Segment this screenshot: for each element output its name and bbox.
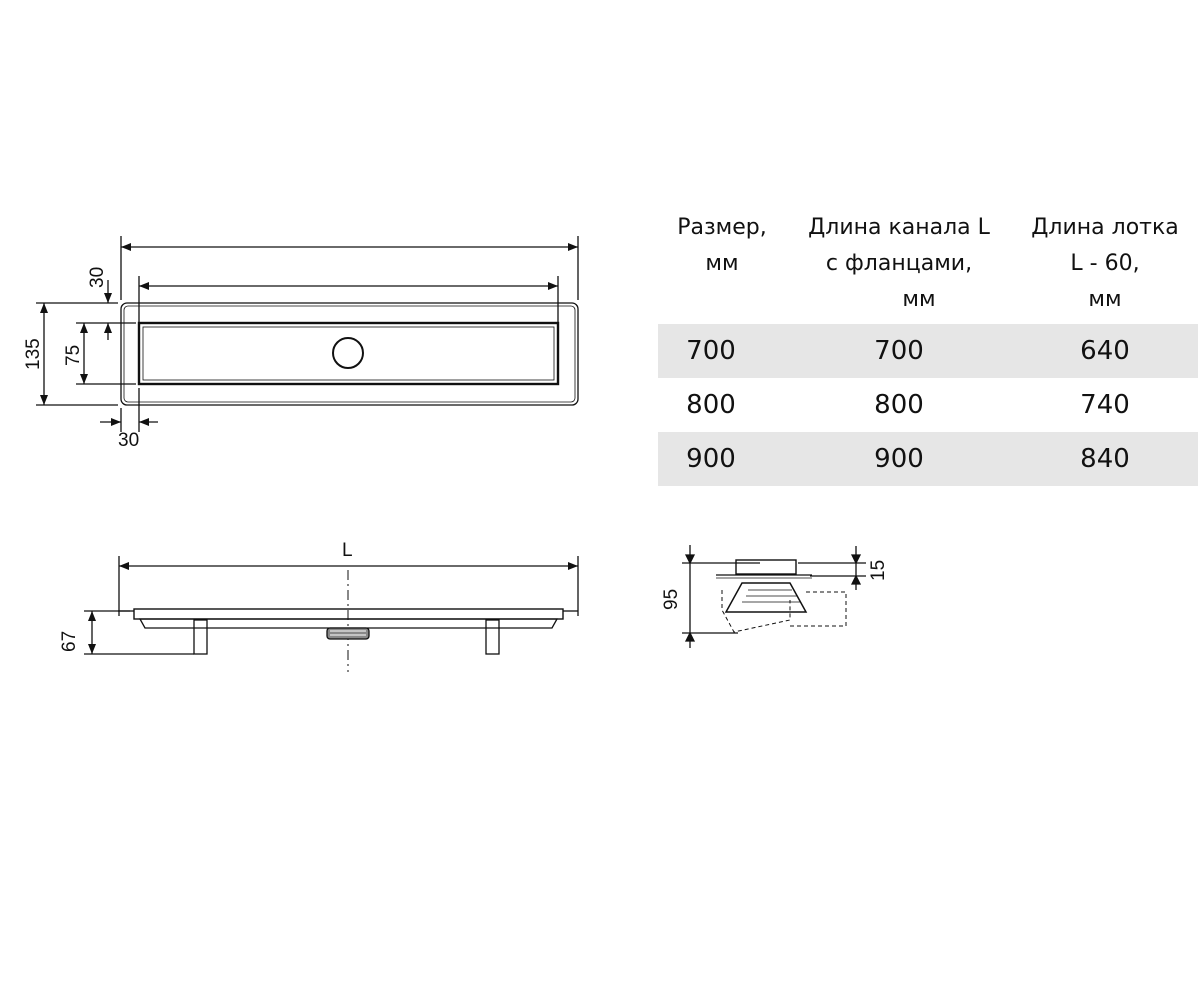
cell-channel-length: 800: [874, 390, 924, 420]
dim-label-L: L: [342, 540, 353, 561]
support-leg-left: [194, 620, 207, 654]
cell-channel-length: 900: [786, 432, 1012, 486]
section-view: [682, 545, 866, 648]
header-channel-length: Длина канала L с фланцами, мм: [808, 215, 990, 312]
cell-size: 900: [658, 432, 786, 486]
drain-outlet-circle: [333, 338, 363, 368]
table-row: [658, 324, 1198, 378]
dim-label-67: 67: [59, 630, 80, 652]
table-row: [658, 432, 1198, 486]
cell-tray-length: 640: [1012, 324, 1198, 378]
dim-label-15: 15: [868, 559, 889, 581]
table-row: [658, 378, 1198, 432]
channel-flange-outline: [121, 303, 578, 405]
cell-size: 700: [658, 324, 786, 378]
outlet-profile: [327, 628, 369, 639]
section-body: [726, 583, 806, 612]
dim-label-95: 95: [661, 588, 682, 610]
support-leg-right: [486, 620, 499, 654]
dim-label-75: 75: [63, 344, 84, 366]
cell-channel-length: 700: [786, 324, 1012, 378]
top-view: [36, 236, 578, 432]
header-size: Размер, мм: [677, 215, 767, 276]
channel-tray-outline: [139, 323, 558, 384]
side-view: [84, 556, 578, 672]
dim-label-30-bottom: 30: [118, 430, 140, 451]
header-tray-length: Длина лотка L - 60, мм: [1031, 215, 1179, 312]
cell-tray-length: 740: [1080, 390, 1130, 420]
cell-tray-length: 840: [1012, 432, 1198, 486]
dim-label-30-top: 30: [87, 266, 108, 288]
cell-size: 800: [686, 390, 736, 420]
size-table: [658, 210, 1198, 486]
dim-label-135: 135: [23, 338, 44, 370]
